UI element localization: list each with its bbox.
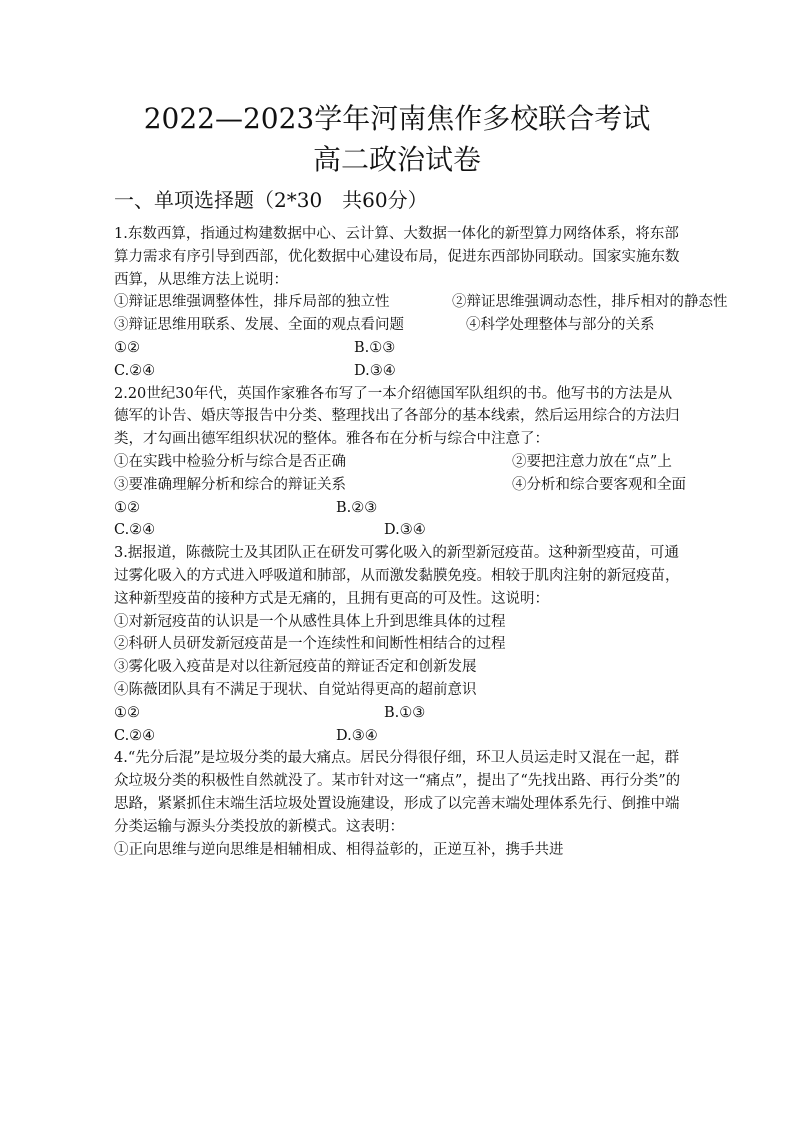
option-row (114, 360, 686, 383)
option-row (114, 519, 686, 542)
option-a: ①② (114, 704, 140, 721)
question-list (114, 223, 728, 861)
option-d: D.③④ (336, 727, 378, 744)
option-row (114, 497, 686, 520)
statement-4: ④分析和综合要客观和全面 (512, 476, 686, 493)
statement-2: ②要把注意力放在“点”上 (512, 453, 672, 470)
option-d: D.③④ (354, 362, 396, 379)
statement-1: ①对新冠疫苗的认识是一个从感性具体上升到思维具体的过程 (114, 613, 506, 630)
statement-row (114, 451, 686, 474)
option-a: ①② (114, 339, 140, 356)
statement-3: ③辩证思维用联系、发展、全面的观点看问题 (114, 317, 404, 334)
statement-2: ②科研人员研发新冠疫苗是一个连续性和间断性相结合的过程 (114, 636, 506, 653)
question-stem: 4.“先分后混”是垃圾分类的最大痛点。居民分得很仔细，环卫人员运走时又混在一起，群众垃圾分类的积极性自然就没了。某市针对这一“痛点”，提出了“先找出路、再行分类”的思路，紧紧抓住末端生活垃圾处置设施建设，形成了以完善末端处理体系先行、倒推中端分类运输与源头分类投放的新模式。这表明： (114, 750, 681, 835)
option-row (114, 725, 686, 748)
statement-3: ③要准确理解分析和综合的辩证关系 (114, 476, 346, 493)
statement-4: ④科学处理整体与部分的关系 (466, 317, 655, 334)
option-c: C.②④ (114, 362, 156, 379)
option-b: B.②③ (336, 499, 378, 516)
option-row (114, 702, 686, 725)
option-d: D.③④ (384, 522, 426, 539)
question-stem: 1.东数西算，指通过构建数据中心、云计算、大数据一体化的新型算力网络体系，将东部算力需求有序引导到西部，优化数据中心建设布局，促进东西部协同联动。国家实施东数西算，从思维方法上说明： (114, 226, 680, 288)
option-b: B.①③ (384, 704, 426, 721)
statement-row (114, 474, 686, 497)
option-c: C.②④ (114, 727, 156, 744)
question-1 (114, 223, 728, 383)
question-2 (114, 383, 686, 543)
option-row (114, 337, 686, 360)
question-stem: 3.据报道，陈薇院士及其团队正在研发可雾化吸入的新型新冠疫苗。这种新型疫苗，可通过雾化吸入的方式进入呼吸道和肺部，从而激发黏膜免疫。相较于肌肉注射的新冠疫苗，这种新型疫苗的接种方式是无痛的，且拥有更高的可及性。这说明： (114, 545, 680, 607)
exam-title: 2022—2023学年河南焦作多校联合考试 (143, 102, 651, 135)
option-b: B.①③ (354, 339, 396, 356)
statement-4: ④陈薇团队具有不满足于现状、自觉站得更高的超前意识 (114, 681, 477, 698)
statement-1: ①辩证思维强调整体性，排斥局部的独立性 (114, 294, 390, 311)
question-3 (114, 542, 686, 747)
question-4 (114, 747, 686, 861)
exam-subtitle: 高二政治试卷 (312, 143, 481, 176)
question-stem: 2.20世纪30年代，英国作家雅各布写了一本介绍德国军队组织的书。他写书的方法是从德军的讣告、婚庆等报告中分类、整理找出了各部分的基本线索，然后运用综合的方法归类，才勾画出德军组织状况的整体。雅各布在分析与综合中注意了： (114, 385, 680, 448)
statement-row (114, 291, 728, 314)
option-c: C.②④ (114, 522, 156, 539)
statement-row (114, 314, 686, 337)
statement-1: ①在实践中检验分析与综合是否正确 (114, 453, 346, 470)
section-heading: 一、单项选择题（2*30 共60分） (114, 188, 428, 212)
statement-1: ①正向思维与逆向思维是相辅相成、相得益彰的，正逆互补，携手共进 (114, 841, 564, 858)
statement-2: ②辩证思维强调动态性，排斥相对的静态性 (452, 294, 728, 311)
option-a: ①② (114, 499, 140, 516)
statement-3: ③雾化吸入疫苗是对以往新冠疫苗的辩证否定和创新发展 (114, 659, 477, 676)
